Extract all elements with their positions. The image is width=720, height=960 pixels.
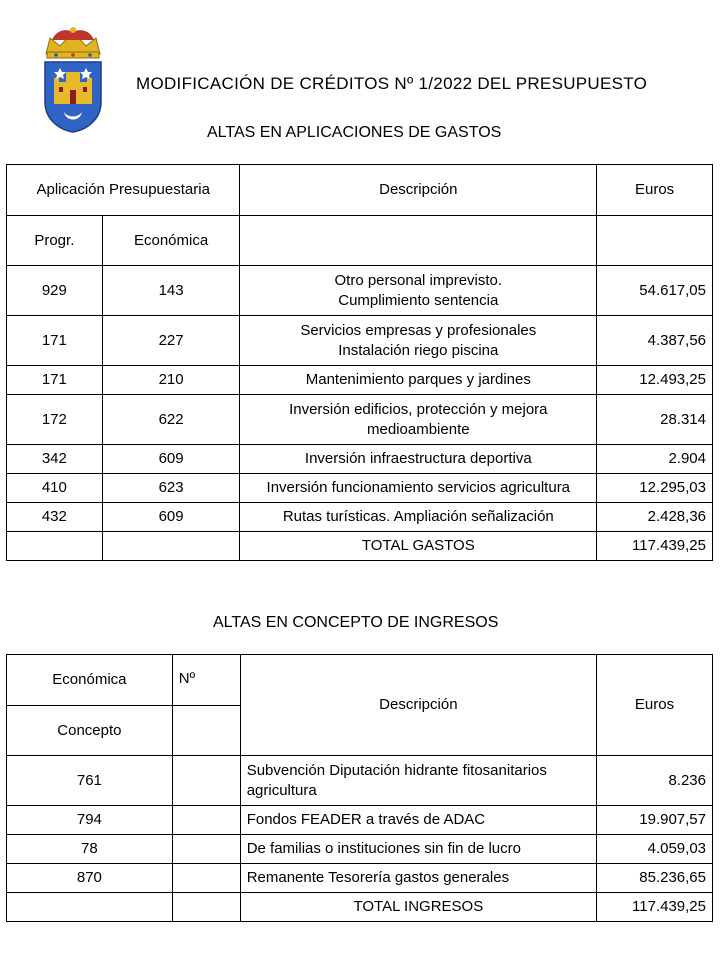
empty-cell	[172, 756, 240, 806]
descripcion-cell	[240, 756, 596, 806]
empty-cell	[172, 706, 240, 756]
descripcion-cell	[240, 316, 597, 366]
desc-line: medioambiente	[367, 420, 470, 438]
economica-cell: 210	[102, 366, 240, 395]
progr-cell: 410	[7, 474, 103, 503]
table-row	[7, 503, 713, 532]
descripcion-cell: Inversión infraestructura deportiva	[240, 445, 597, 474]
descripcion-cell	[240, 266, 597, 316]
header-economica: Económica	[102, 216, 240, 266]
euros-cell: 85.236,65	[597, 864, 713, 893]
header-descripcion: Descripción	[240, 655, 596, 756]
empty-cell	[172, 893, 240, 922]
coat-of-arms-logo	[40, 24, 106, 134]
table-row	[7, 835, 713, 864]
euros-cell: 4.387,56	[597, 316, 713, 366]
ingresos-table	[6, 654, 713, 922]
euros-cell: 28.314	[597, 395, 713, 445]
total-label: TOTAL INGRESOS	[240, 893, 596, 922]
desc-line: Otro personal imprevisto.	[334, 271, 503, 289]
table-row	[7, 806, 713, 835]
table-row	[7, 474, 713, 503]
desc-line: Servicios empresas y profesionales	[300, 321, 537, 339]
desc-line: Cumplimiento sentencia	[338, 291, 499, 309]
ingresos-subtitle: ALTAS EN CONCEPTO DE INGRESOS	[213, 614, 499, 631]
economica-cell: 609	[102, 503, 240, 532]
descripcion-cell: Remanente Tesorería gastos generales	[240, 864, 596, 893]
header-euros: Euros	[597, 655, 713, 756]
progr-cell: 172	[7, 395, 103, 445]
desc-line: Instalación riego piscina	[338, 341, 499, 359]
empty-cell	[597, 216, 713, 266]
total-value: 117.439,25	[597, 532, 713, 561]
descripcion-cell: Mantenimiento parques y jardines	[240, 366, 597, 395]
table-header-row	[7, 165, 713, 216]
economica-cell: 143	[102, 266, 240, 316]
progr-cell: 929	[7, 266, 103, 316]
euros-cell: 4.059,03	[597, 835, 713, 864]
descripcion-cell: Inversión funcionamiento servicios agricultura	[240, 474, 597, 503]
euros-cell: 12.493,25	[597, 366, 713, 395]
header-euros: Euros	[597, 165, 713, 216]
table-row	[7, 445, 713, 474]
table-row	[7, 756, 713, 806]
empty-cell	[240, 216, 597, 266]
header-concepto: Concepto	[7, 706, 173, 756]
gastos-table	[6, 164, 713, 561]
header-progr: Progr.	[7, 216, 103, 266]
table-row	[7, 266, 713, 316]
total-value: 117.439,25	[597, 893, 713, 922]
descripcion-cell: Fondos FEADER a través de ADAC	[240, 806, 596, 835]
progr-cell: 171	[7, 316, 103, 366]
euros-cell: 2.904	[597, 445, 713, 474]
concepto-cell: 761	[7, 756, 173, 806]
progr-cell: 171	[7, 366, 103, 395]
economica-cell: 622	[102, 395, 240, 445]
progr-cell: 342	[7, 445, 103, 474]
economica-cell: 609	[102, 445, 240, 474]
empty-cell	[7, 532, 103, 561]
table-row	[7, 316, 713, 366]
progr-cell: 432	[7, 503, 103, 532]
empty-cell	[7, 893, 173, 922]
header-numero: Nº	[172, 655, 240, 706]
table-subheader-row	[7, 216, 713, 266]
economica-cell: 623	[102, 474, 240, 503]
empty-cell	[172, 806, 240, 835]
gastos-subtitle: ALTAS EN APLICACIONES DE GASTOS	[207, 124, 502, 141]
concepto-cell: 78	[7, 835, 173, 864]
desc-line: agricultura	[246, 781, 317, 799]
concepto-cell: 794	[7, 806, 173, 835]
desc-line: Inversión edificios, protección y mejora	[289, 400, 548, 418]
empty-cell	[102, 532, 240, 561]
euros-cell: 12.295,03	[597, 474, 713, 503]
euros-cell: 2.428,36	[597, 503, 713, 532]
descripcion-cell: Rutas turísticas. Ampliación señalización	[240, 503, 597, 532]
table-row	[7, 864, 713, 893]
table-row	[7, 395, 713, 445]
header-aplicacion: Aplicación Presupuestaria	[7, 165, 240, 216]
desc-line: Subvención Diputación hidrante fitosanitarios	[246, 761, 547, 779]
euros-cell: 8.236	[597, 756, 713, 806]
euros-cell: 19.907,57	[597, 806, 713, 835]
header-economica: Económica	[7, 655, 173, 706]
economica-cell: 227	[102, 316, 240, 366]
descripcion-cell: De familias o instituciones sin fin de lucro	[240, 835, 596, 864]
document-title: MODIFICACIÓN DE CRÉDITOS Nº 1/2022 DEL PRESUPUESTO	[136, 74, 648, 93]
total-label: TOTAL GASTOS	[240, 532, 597, 561]
table-header-row	[7, 655, 713, 706]
concepto-cell: 870	[7, 864, 173, 893]
table-row	[7, 366, 713, 395]
empty-cell	[172, 864, 240, 893]
euros-cell: 54.617,05	[597, 266, 713, 316]
header-descripcion: Descripción	[240, 165, 597, 216]
total-row	[7, 893, 713, 922]
descripcion-cell	[240, 395, 597, 445]
empty-cell	[172, 835, 240, 864]
total-row	[7, 532, 713, 561]
